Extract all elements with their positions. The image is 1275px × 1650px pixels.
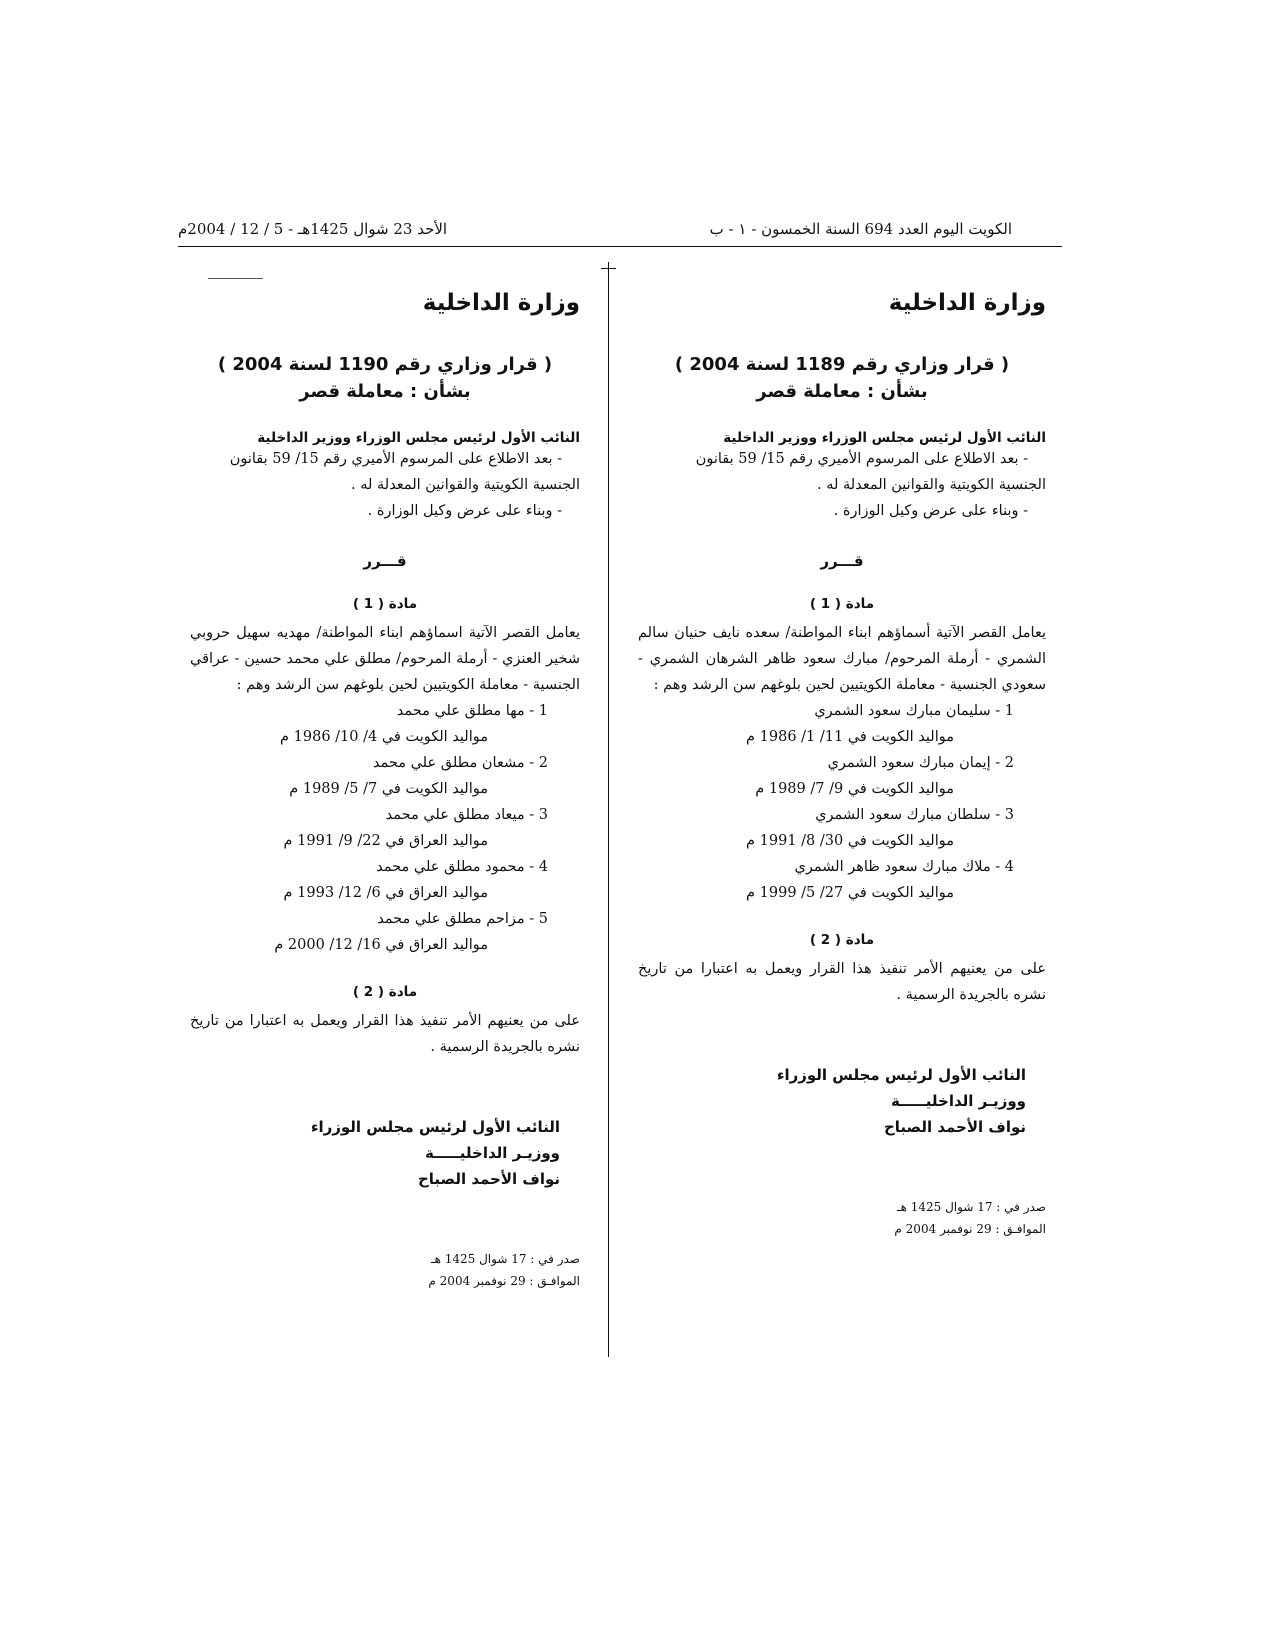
list-item <box>190 906 580 958</box>
minor-birth: مواليد الكويت في 27/ 5/ 1999 م <box>746 885 954 901</box>
decision-subject: بشأن : معاملة قصر <box>299 381 471 402</box>
minor-name: 4 - ملاك مبارك سعود ظاهر الشمري <box>794 859 1014 875</box>
decision-title: ( قرار وزاري رقم 1189 لسنة 2004 ) <box>674 354 1010 375</box>
preamble-line: - بعد الاطلاع على المرسوم الأميري رقم 15/ 59 بقانون <box>229 451 562 467</box>
minor-birth: مواليد الكويت في 9/ 7/ 1989 م <box>755 781 954 797</box>
article-1-heading: مادة ( 1 ) <box>809 596 875 612</box>
article-1-text: يعامل القصر الآتية اسماؤهم ابناء المواطنة/ مهديه سهيل حروبي شخير العنزي - أرملة المرحوم/ مطلق علي محمد حسين - عراقي الجنسية - معاملة الكويتيين لحين بلوغهم سن الرشد وهم : <box>190 625 580 693</box>
list-item <box>638 698 1046 750</box>
decision-title: ( قرار وزاري رقم 1190 لسنة 2004 ) <box>217 354 553 375</box>
issue-date-block <box>638 1196 1046 1240</box>
minors-list <box>190 698 580 958</box>
corresponding-date: الموافـق : 29 نوفمبر 2004 م <box>428 1274 580 1288</box>
list-item <box>638 750 1046 802</box>
list-item <box>190 698 580 750</box>
minor-name: 2 - مشعان مطلق علي محمد <box>372 755 548 771</box>
preamble-line: - بعد الاطلاع على المرسوم الأميري رقم 15/ 59 بقانون <box>695 451 1028 467</box>
preamble-line: الجنسية الكويتية والقوانين المعدلة له . <box>817 477 1046 493</box>
signature-line: نواف الأحمد الصباح <box>883 1118 1026 1136</box>
issuer-line: النائب الأول لرئيس مجلس الوزراء ووزير الداخلية <box>257 430 580 446</box>
gazette-date-header: الأحد 23 شوال 1425هـ - 5 / 12 / 2004م <box>178 220 448 238</box>
corresponding-date: الموافـق : 29 نوفمبر 2004 م <box>894 1222 1046 1236</box>
minor-birth: مواليد العراق في 22/ 9/ 1991 م <box>283 833 488 849</box>
list-item <box>190 750 580 802</box>
signature-line: ووزيـر الداخليـــــة <box>425 1144 560 1162</box>
decision-1189 <box>638 290 1046 1240</box>
decided-heading: قـــرر <box>820 552 864 570</box>
signature-line: النائب الأول لرئيس مجلس الوزراء <box>776 1066 1026 1084</box>
column-divider <box>608 262 609 1357</box>
list-item <box>638 802 1046 854</box>
article-2-text: على من يعنيهم الأمر تنفيذ هذا القرار ويعمل به اعتبارا من تاريخ نشره بالجريدة الرسمية . <box>638 961 1046 1003</box>
minor-name: 3 - ميعاد مطلق علي محمد <box>385 807 548 823</box>
issued-date: صدر في : 17 شوال 1425 هـ <box>897 1200 1046 1214</box>
article-2-heading: مادة ( 2 ) <box>809 932 875 948</box>
ministry-title: وزارة الداخلية <box>888 290 1046 316</box>
minor-name: 5 - مزاحم مطلق علي محمد <box>377 911 548 927</box>
list-item <box>190 802 580 854</box>
minor-birth: مواليد الكويت في 7/ 5/ 1989 م <box>289 781 488 797</box>
preamble-line: - وبناء على عرض وكيل الوزارة . <box>367 503 562 519</box>
minor-birth: مواليد الكويت في 4/ 10/ 1986 م <box>280 729 488 745</box>
issued-date: صدر في : 17 شوال 1425 هـ <box>431 1252 580 1266</box>
ministry-title: وزارة الداخلية <box>422 290 580 316</box>
divider-tick <box>601 268 616 269</box>
minor-name: 1 - مها مطلق علي محمد <box>396 703 548 719</box>
minor-birth: مواليد الكويت في 11/ 1/ 1986 م <box>746 729 954 745</box>
preamble-line: - وبناء على عرض وكيل الوزارة . <box>833 503 1028 519</box>
signature-line: نواف الأحمد الصباح <box>417 1170 560 1188</box>
article-2-heading: مادة ( 2 ) <box>352 984 418 1000</box>
minor-name: 1 - سليمان مبارك سعود الشمري <box>814 703 1014 719</box>
decided-heading: قـــرر <box>363 552 407 570</box>
minor-name: 3 - سلطان مبارك سعود الشمري <box>815 807 1014 823</box>
list-item <box>638 854 1046 906</box>
article-1-text: يعامل القصر الآتية أسماؤهم ابناء المواطنة/ سعده نايف حنيان سالم الشمري - أرملة المرحوم/ مبارك سعود ظاهر الشرهان الشمري - سعودي الجنسية - معاملة الكويتيين لحين بلوغهم سن الرشد وهم : <box>638 625 1046 693</box>
minors-list <box>638 698 1046 906</box>
minor-birth: مواليد العراق في 16/ 12/ 2000 م <box>274 937 488 953</box>
issue-date-block <box>190 1248 580 1292</box>
gazette-issue-header: الكويت اليوم العدد 694 السنة الخمسون - ١ - ب <box>709 220 1012 238</box>
list-item <box>190 854 580 906</box>
signature-block <box>638 1062 1046 1140</box>
signature-block <box>190 1114 580 1192</box>
signature-line: ووزيـر الداخليـــــة <box>891 1092 1026 1110</box>
signature-line: النائب الأول لرئيس مجلس الوزراء <box>310 1118 560 1136</box>
decision-1190 <box>190 290 580 1292</box>
article-2-text: على من يعنيهم الأمر تنفيذ هذا القرار ويعمل به اعتبارا من تاريخ نشره بالجريدة الرسمية . <box>190 1013 580 1055</box>
decision-subject: بشأن : معاملة قصر <box>756 381 928 402</box>
preamble-line: الجنسية الكويتية والقوانين المعدلة له . <box>351 477 580 493</box>
minor-name: 4 - محمود مطلق علي محمد <box>376 859 548 875</box>
header-rule <box>178 246 1062 247</box>
minor-birth: مواليد العراق في 6/ 12/ 1993 م <box>283 885 488 901</box>
header-short-rule <box>208 278 263 279</box>
article-1-heading: مادة ( 1 ) <box>352 596 418 612</box>
minor-name: 2 - إيمان مبارك سعود الشمري <box>827 755 1014 771</box>
minor-birth: مواليد الكويت في 30/ 8/ 1991 م <box>746 833 954 849</box>
issuer-line: النائب الأول لرئيس مجلس الوزراء ووزير الداخلية <box>723 430 1046 446</box>
